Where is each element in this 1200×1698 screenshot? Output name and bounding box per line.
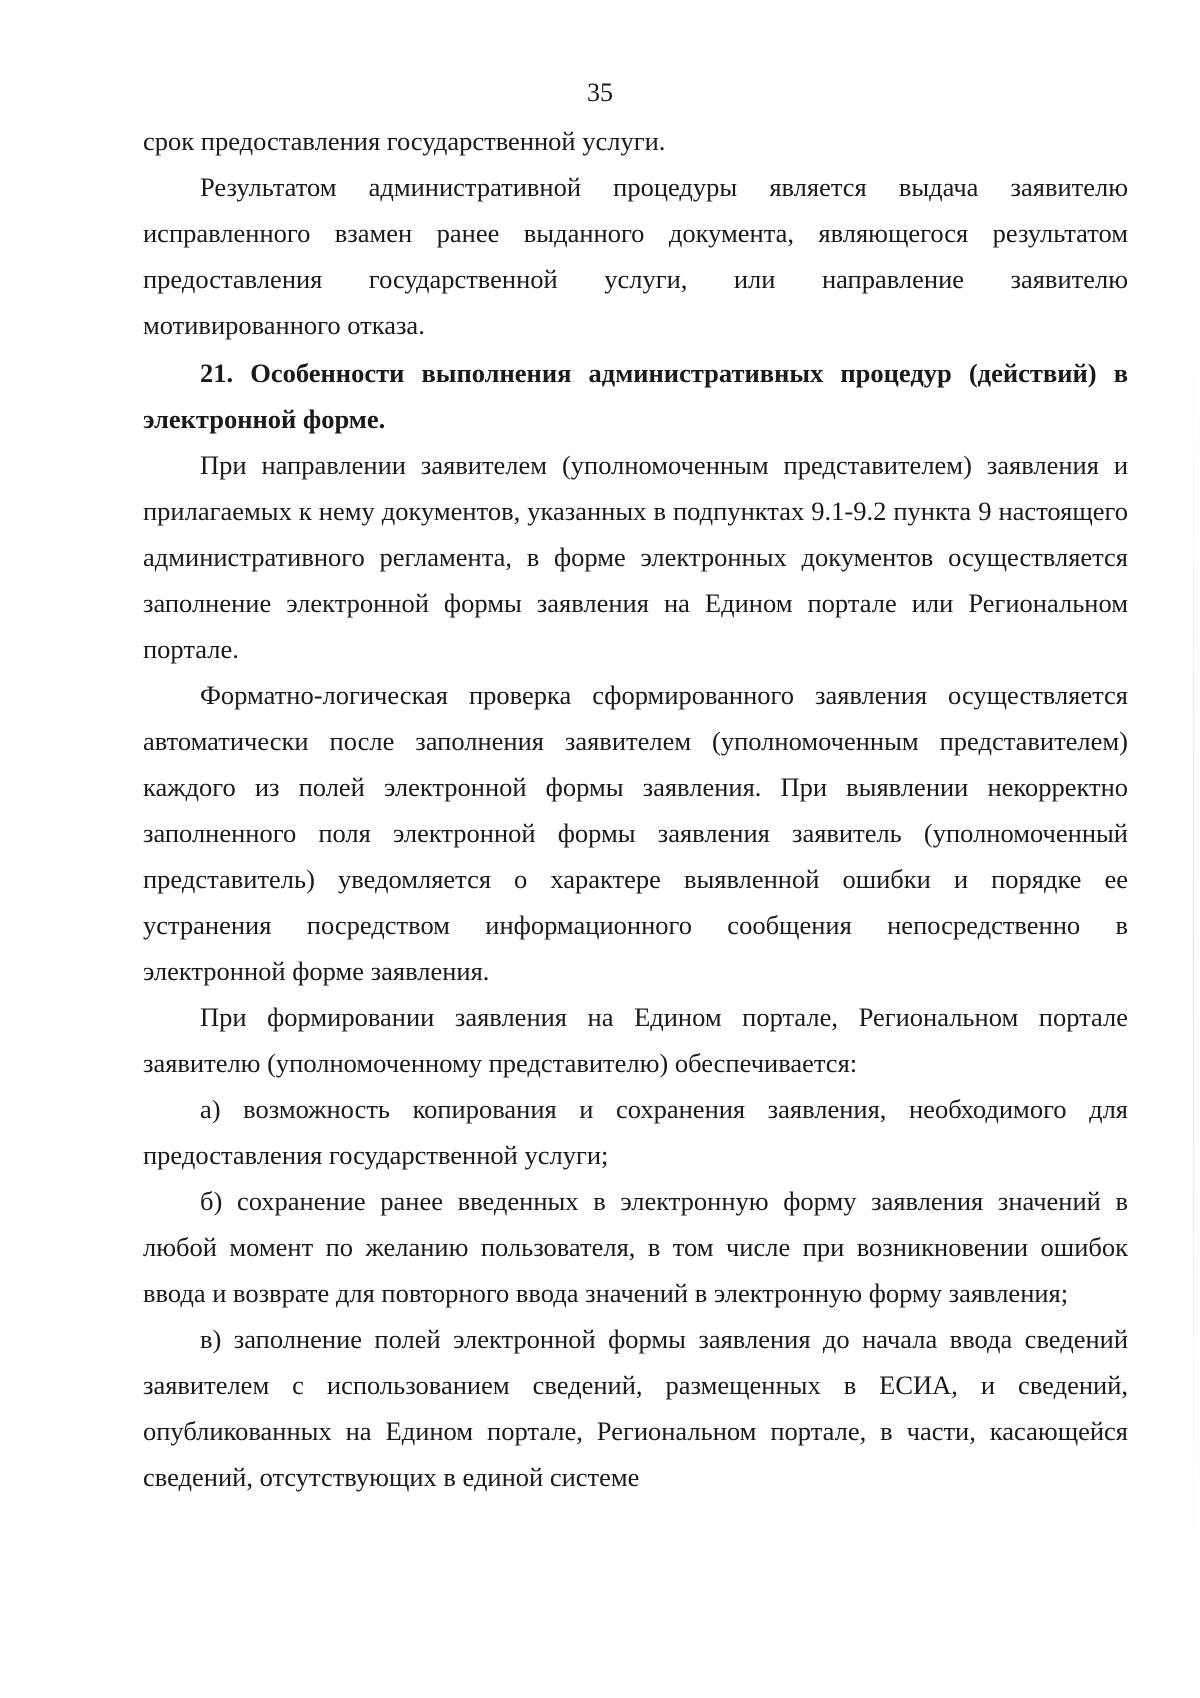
paragraph-result: Результатом административной процедуры является выдача заявителю исправленного взамен ранее выданного документа, являющегося результатом предоставления государственной услуги, или направление заявителю мотивированного отказа. (143, 172, 1128, 340)
paragraph-continuation: срок предоставления государственной услуги. (143, 126, 666, 156)
paragraph-portal-features: При формировании заявления на Едином портале, Региональном портале заявителю (уполномоченному представителю) обеспечивается: (143, 1002, 1128, 1078)
scan-edge-shadow (1193, 300, 1194, 1600)
paragraph-submission: При направлении заявителем (уполномоченным представителем) заявления и прилагаемых к нему документов, указанных в подпунктах 9.1-9.2 пункта 9 настоящего административного регламента, в форме электронных документов осуществляется заполнение электронной формы заявления на Едином портале или Региональном портале. (143, 450, 1128, 664)
list-item-a: а) возможность копирования и сохранения заявления, необходимого для предоставления государственной услуги; (143, 1094, 1128, 1170)
paragraph-format-check: Форматно-логическая проверка сформированного заявления осуществляется автоматически после заполнения заявителем (уполномоченным представителем) каждого из полей электронной формы заявления. При выявлении некорректно заполненного поля электронной формы заявления заявитель (уполномоченный представитель) уведомляется о характере выявленной ошибки и порядке ее устранения посредством информационного сообщения непосредственно в электронной форме заявления. (143, 680, 1128, 986)
document-body (143, 118, 1128, 1500)
section-heading: 21. Особенности выполнения административных процедур (действий) в электронной форме. (143, 358, 1128, 434)
list-item-c: в) заполнение полей электронной формы заявления до начала ввода сведений заявителем с использованием сведений, размещенных в ЕСИА, и сведений, опубликованных на Едином портале, Региональном портале, в части, касающейся сведений, отсутствующих в единой системе (143, 1324, 1128, 1492)
page-number: 35 (587, 78, 613, 107)
list-item-b: б) сохранение ранее введенных в электронную форму заявления значений в любой момент по желанию пользователя, в том числе при возникновении ошибок ввода и возврате для повторного ввода значений в электронную форму заявления; (143, 1186, 1128, 1308)
